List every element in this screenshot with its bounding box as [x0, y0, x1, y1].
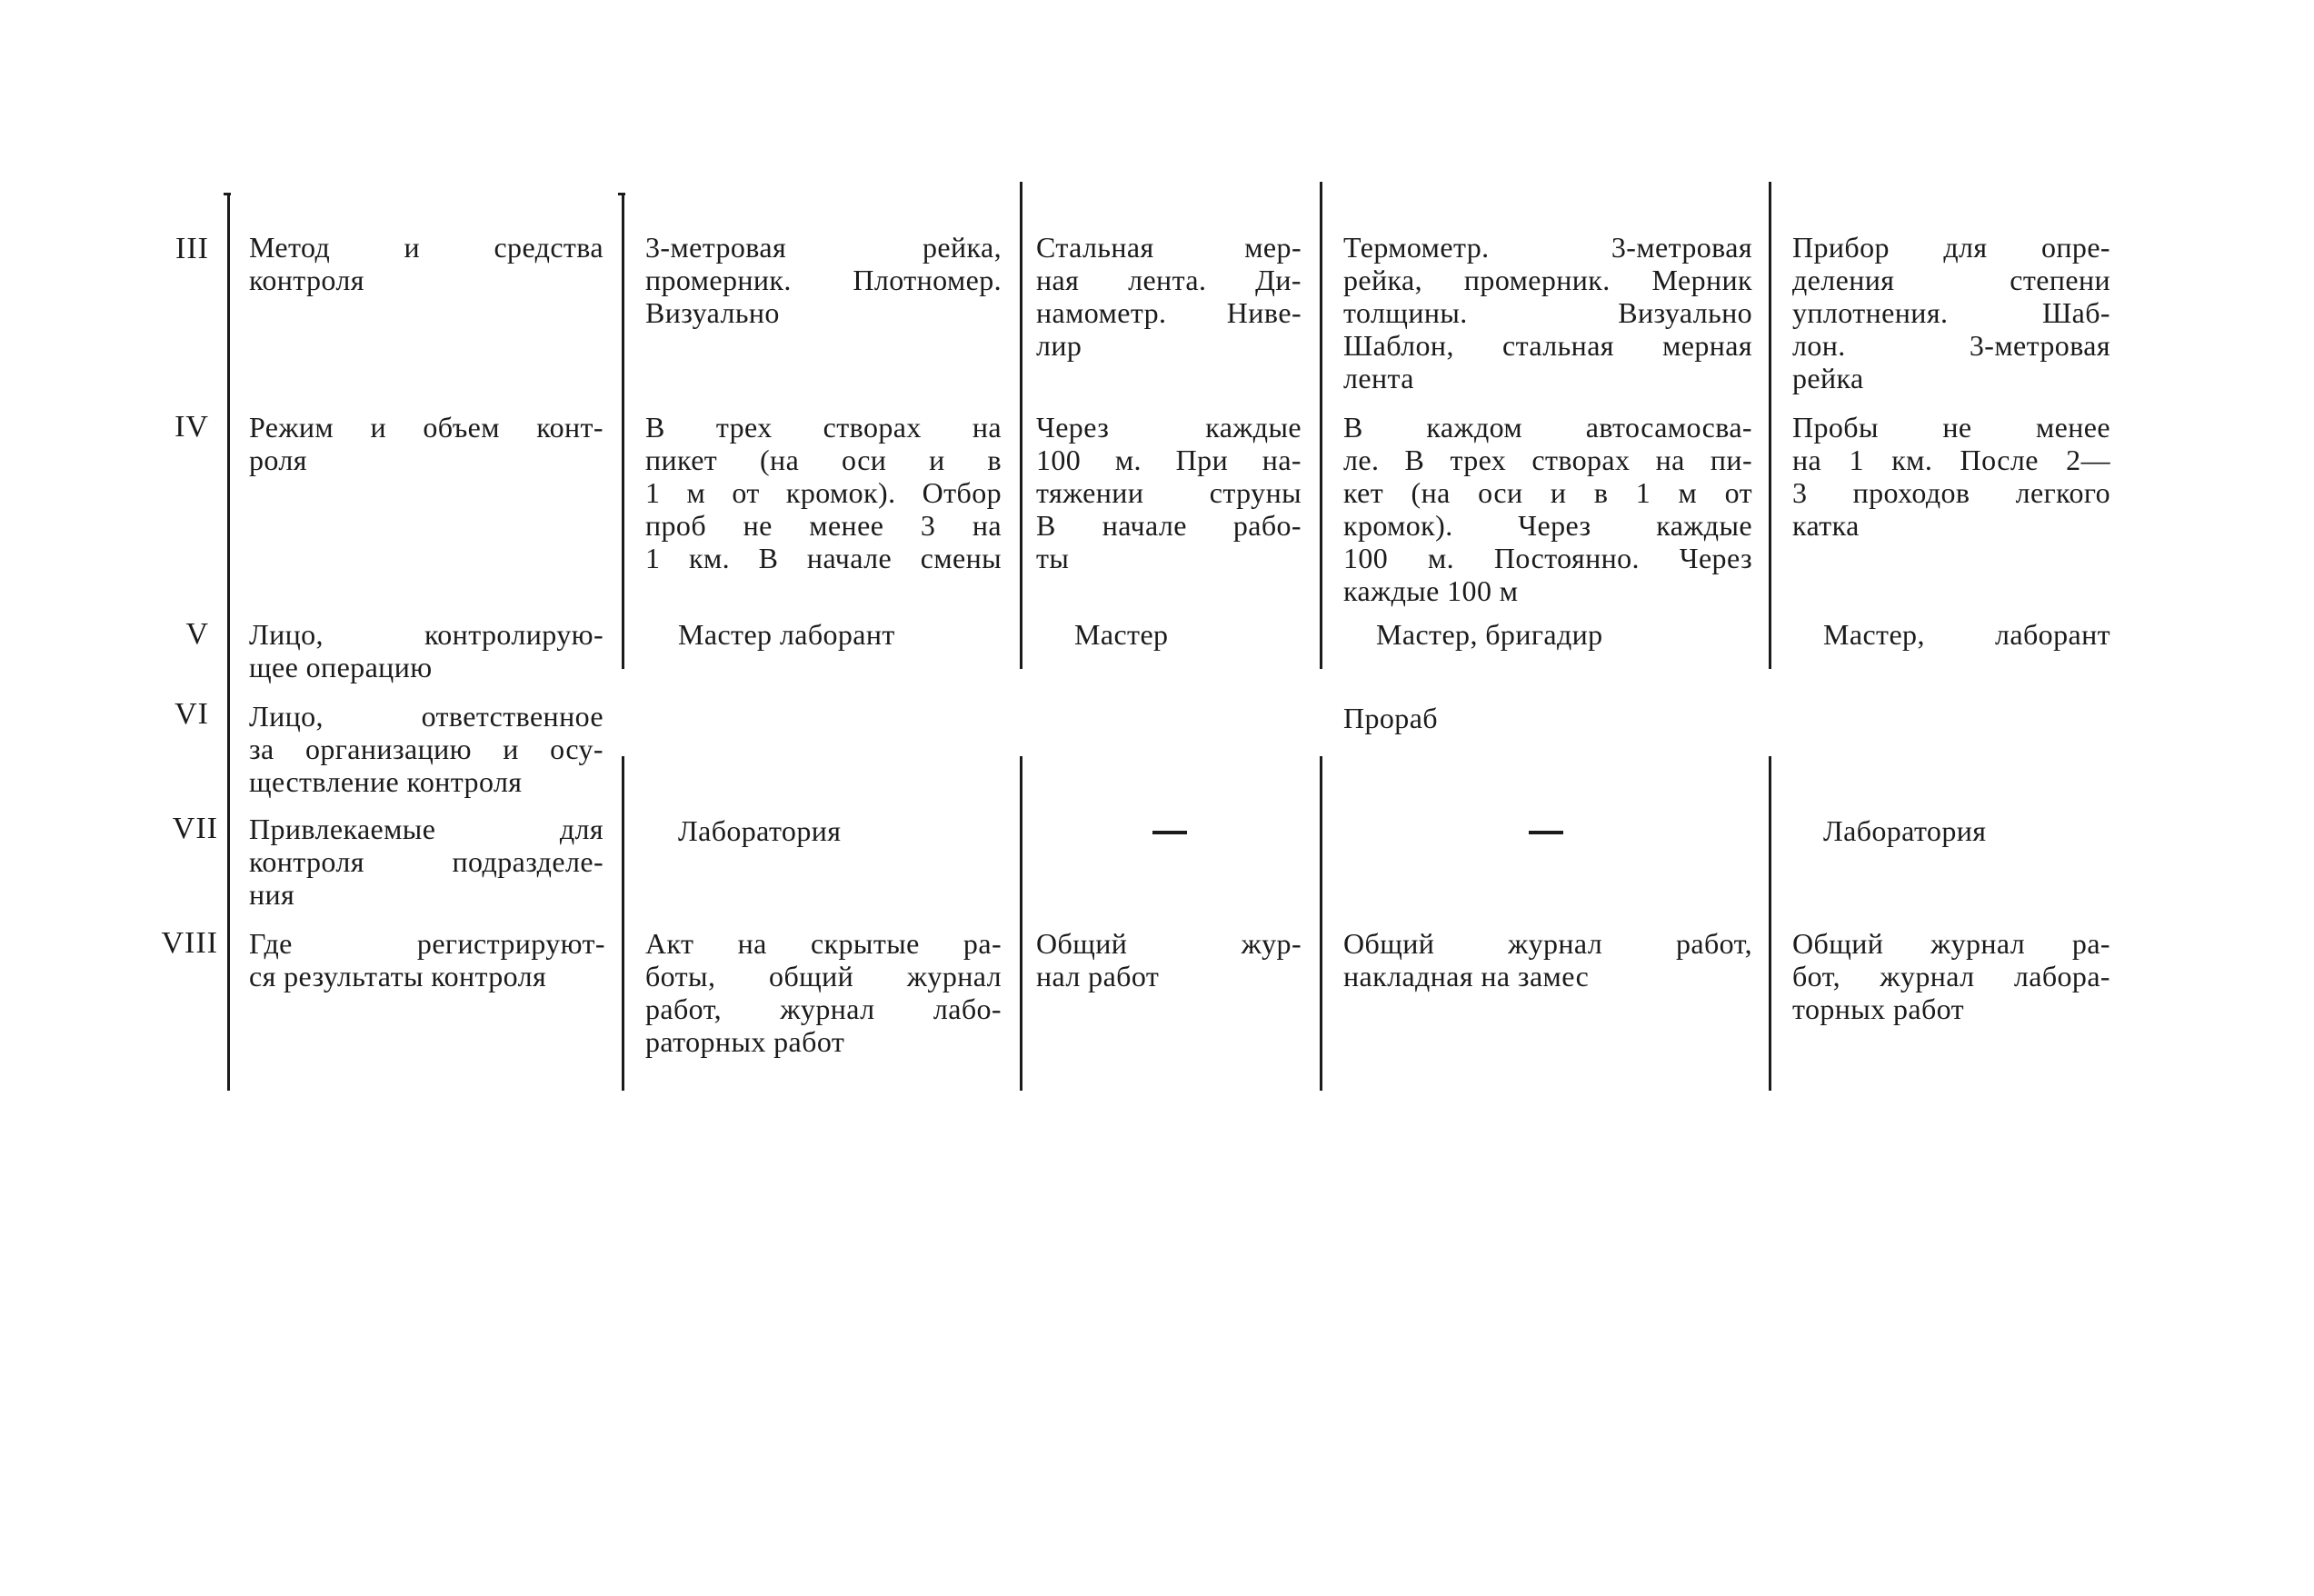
text-line: Общий жур- [1036, 927, 1302, 960]
row-v-col2 [1074, 618, 1274, 651]
empty-dash [1152, 831, 1187, 834]
text-line: Прораб [1343, 702, 1438, 734]
row-iv-col1 [645, 411, 1002, 574]
row-iii-col1 [645, 231, 1002, 329]
text-line: 100 м. При на- [1036, 444, 1302, 476]
text-line: Визуально [645, 296, 780, 329]
column-rule-1 [227, 193, 230, 1091]
text-line: Режим и объем конт- [249, 411, 603, 444]
row-viii-col1 [645, 927, 1002, 1058]
text-line: Метод и средства [249, 231, 603, 264]
text-line: лир [1036, 329, 1082, 362]
text-line: Лицо, контролирую- [249, 618, 603, 651]
text-line: деления степени [1792, 264, 2110, 296]
text-line: кет (на оси и в 1 м от [1343, 476, 1752, 509]
text-line: пикет (на оси и в [645, 444, 1002, 476]
text-line: намометр. Нивe- [1036, 296, 1302, 329]
row-vii-col4 [1823, 814, 2096, 847]
text-line: 1 км. В начале смены [645, 542, 1002, 574]
text-line: за организацию и осу- [249, 733, 603, 765]
row-iii-col4 [1792, 231, 2110, 394]
text-line: 1 м от кромок). Отбор [645, 476, 1002, 509]
text-line: В трех створах на [645, 411, 1002, 444]
text-line: рейка, промерник. Мерник [1343, 264, 1752, 296]
column-rule-5b [1769, 756, 1771, 1091]
row-numeral-vi: VI [175, 697, 209, 731]
row-v-col4 [1823, 618, 2110, 651]
row-label-v [249, 618, 603, 683]
text-line: Лаборатория [1823, 814, 1987, 847]
text-line: Мастер, лаборант [1823, 618, 2110, 651]
row-iii-col2 [1036, 231, 1302, 362]
column-rule-4a [1320, 182, 1322, 669]
text-line: Шаблон, стальная мерная [1343, 329, 1752, 362]
row-v-col3 [1376, 618, 1703, 651]
row-iv-col2 [1036, 411, 1302, 574]
text-line: Акт на скрытые ра- [645, 927, 1002, 960]
text-line: роля [249, 444, 307, 476]
text-line: ществление контроля [249, 765, 523, 798]
text-line: уплотнения. Шаб- [1792, 296, 2110, 329]
text-line: Где регистрируют- [249, 927, 605, 960]
row-vii-col1 [678, 814, 951, 847]
text-line: ся результаты контроля [249, 960, 547, 993]
row-iv-col3 [1343, 411, 1752, 607]
text-line: 3 проходов легкого [1792, 476, 2110, 509]
empty-dash [1529, 831, 1563, 834]
text-line: работ, журнал лабо- [645, 993, 1002, 1025]
row-numeral-viii: VIII [161, 926, 218, 960]
row-label-iv [249, 411, 603, 476]
text-line: контроля [249, 264, 364, 296]
text-line: Прибор для опре- [1792, 231, 2110, 264]
column-rule-2b [622, 756, 624, 1091]
text-line: бот, журнал лабора- [1792, 960, 2110, 993]
column-rule-3b [1020, 756, 1022, 1091]
column-rule-4b [1320, 756, 1322, 1091]
text-line: контроля подразделе- [249, 845, 603, 878]
text-line: каждые 100 м [1343, 574, 1519, 607]
text-line: накладная на замес [1343, 960, 1590, 993]
text-line: нал работ [1036, 960, 1160, 993]
text-line: промерник. Плотномер. [645, 264, 1002, 296]
text-line: Пробы не менее [1792, 411, 2110, 444]
row-numeral-iii: III [175, 232, 209, 265]
text-line: боты, общий журнал [645, 960, 1002, 993]
text-line: Общий журнал работ, [1343, 927, 1752, 960]
text-line: ная лента. Ди- [1036, 264, 1302, 296]
text-line: Мастер, бригадир [1376, 618, 1603, 651]
row-label-vii [249, 813, 603, 911]
text-line: Стальная мер- [1036, 231, 1302, 264]
text-line: лента [1343, 362, 1414, 394]
text-line: проб не менее 3 на [645, 509, 1002, 542]
row-numeral-iv: IV [175, 410, 209, 444]
text-line: тяжении струны [1036, 476, 1302, 509]
column-rule-5a [1769, 182, 1771, 669]
text-line: толщины. Визуально [1343, 296, 1752, 329]
text-line: Мастер лаборант [678, 618, 895, 651]
text-line: Лицо, ответственное [249, 700, 603, 733]
text-line: Через каждые [1036, 411, 1302, 444]
text-line: 3-метровая рейка, [645, 231, 1002, 264]
row-v-col1 [678, 618, 987, 651]
column-rule-2a [622, 193, 624, 669]
text-line: 100 м. Постоянно. Через [1343, 542, 1752, 574]
row-label-viii [249, 927, 605, 993]
rule-tick [224, 193, 231, 195]
text-line: раторных работ [645, 1025, 845, 1058]
text-line: ле. В трех створах на пи- [1343, 444, 1752, 476]
text-line: Термометр. 3-метровая [1343, 231, 1752, 264]
row-iii-col3 [1343, 231, 1752, 394]
text-line: В начале рабо- [1036, 509, 1302, 542]
text-line: ты [1036, 542, 1070, 574]
text-line: ния [249, 878, 295, 911]
text-line: щее операцию [249, 651, 433, 683]
text-line: рейка [1792, 362, 1864, 394]
row-label-iii [249, 231, 603, 296]
text-line: Привлекаемые для [249, 813, 603, 845]
text-line: кромок). Через каждые [1343, 509, 1752, 542]
row-vi-merged [1272, 702, 1509, 734]
rule-tick [618, 193, 625, 195]
row-iv-col4 [1792, 411, 2110, 542]
row-viii-col2 [1036, 927, 1302, 993]
text-line: лон. 3-метровая [1792, 329, 2110, 362]
text-line: катка [1792, 509, 1860, 542]
row-numeral-v: V [185, 617, 209, 651]
text-line: Мастер [1074, 618, 1169, 651]
text-line: торных работ [1792, 993, 1965, 1025]
row-viii-col3 [1343, 927, 1752, 993]
text-line: В каждом автосамосва- [1343, 411, 1752, 444]
row-viii-col4 [1792, 927, 2110, 1025]
text-line: Общий журнал ра- [1792, 927, 2110, 960]
row-numeral-vii: VII [172, 812, 218, 845]
text-line: Лаборатория [678, 814, 842, 847]
row-label-vi [249, 700, 603, 798]
text-line: на 1 км. После 2— [1792, 444, 2110, 476]
column-rule-3a [1020, 182, 1022, 669]
